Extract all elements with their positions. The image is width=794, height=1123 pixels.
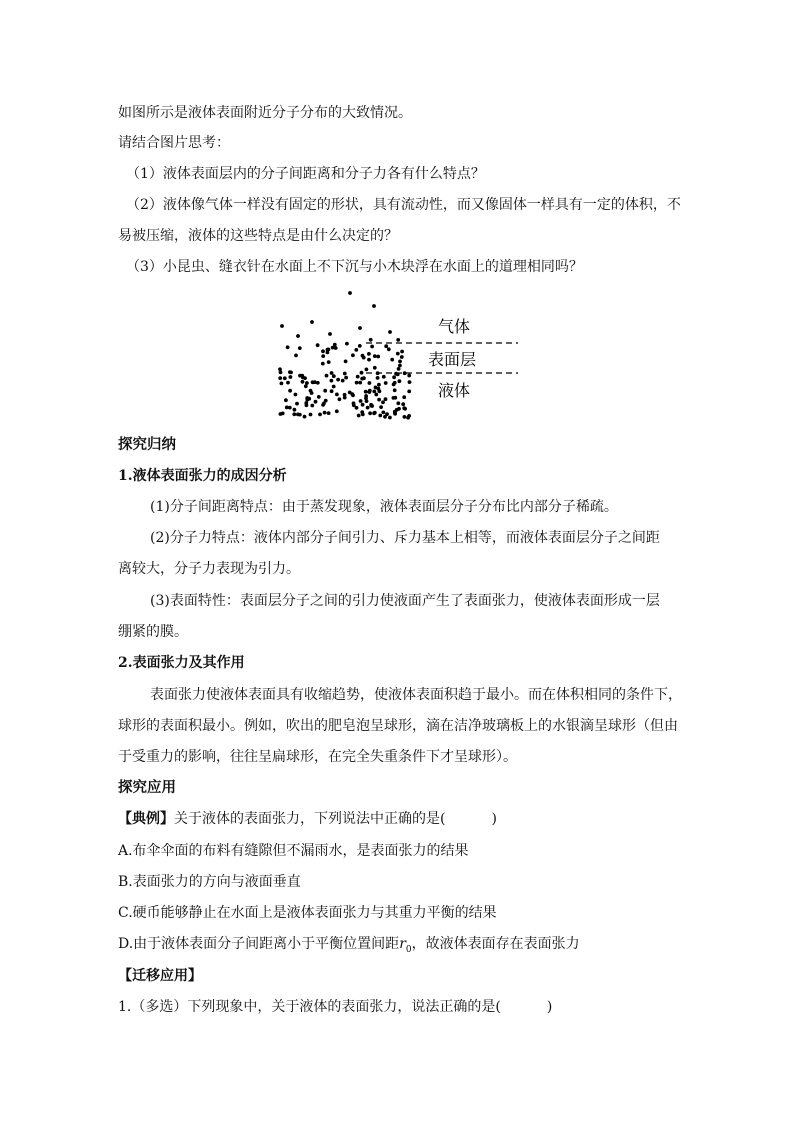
molecule-dot bbox=[330, 371, 334, 375]
molecule-dot bbox=[283, 376, 287, 380]
molecule-dot bbox=[407, 390, 411, 394]
molecule-dot bbox=[303, 415, 307, 419]
molecule-dot bbox=[330, 389, 334, 393]
molecule-dot bbox=[379, 405, 383, 409]
molecule-dot bbox=[336, 378, 340, 382]
molecule-dot bbox=[321, 349, 325, 353]
molecule-dot bbox=[294, 393, 298, 397]
molecule-dot bbox=[376, 376, 380, 380]
label-gas: 气体 bbox=[438, 317, 471, 336]
molecule-dot bbox=[396, 338, 400, 342]
molecule-dot bbox=[348, 391, 352, 395]
molecule-dot bbox=[310, 391, 314, 395]
molecule-dot bbox=[279, 370, 283, 374]
molecule-dot bbox=[298, 346, 302, 350]
molecule-dot bbox=[370, 345, 374, 349]
molecule-dot bbox=[392, 396, 396, 400]
intro-line-1: 如图所示是液体表面附近分子分布的大致情况。 bbox=[118, 105, 412, 121]
molecule-dot bbox=[396, 352, 400, 356]
molecule-dot bbox=[402, 406, 406, 410]
molecule-dot bbox=[383, 415, 387, 419]
example-text: 关于液体的表面张力，下列说法中正确的是( bbox=[174, 811, 446, 827]
molecule-dot bbox=[293, 408, 297, 412]
molecule-dot bbox=[364, 390, 368, 394]
molecule-dot bbox=[328, 332, 332, 336]
molecule-dot bbox=[365, 399, 369, 403]
paragraph-2-line-2: 离较大，分子力表现为引力。 bbox=[118, 561, 300, 577]
molecule-dots bbox=[278, 291, 411, 419]
paragraph-4-line-2: 球形的表面积最小。例如，吹出的肥皂泡呈球形，滴在洁净玻璃板上的水银滴呈球形（但由 bbox=[118, 718, 678, 734]
molecule-dot bbox=[392, 383, 396, 387]
molecule-dot bbox=[280, 324, 284, 328]
molecule-dot bbox=[281, 412, 285, 416]
molecule-dot bbox=[327, 360, 331, 364]
option-a: A.布伞伞面的布料有缝隙但不漏雨水，是表面张力的结果 bbox=[118, 843, 469, 859]
molecule-dot bbox=[359, 399, 363, 403]
molecule-dot bbox=[360, 410, 364, 414]
molecule-dot bbox=[393, 388, 397, 392]
option-b: B.表面张力的方向与液面垂直 bbox=[118, 874, 301, 890]
molecule-dot bbox=[406, 416, 410, 420]
paragraph-2-line-1: (2)分子力特点：液体内部分子间引力、斥力基本上相等，而液体表面层分子之间距 bbox=[150, 530, 660, 546]
molecule-dot bbox=[387, 347, 391, 351]
molecule-dot bbox=[358, 344, 362, 348]
transfer-question-1 bbox=[118, 998, 552, 1016]
molecule-dot bbox=[345, 342, 349, 346]
paragraph-3-line-2: 绷紧的膜。 bbox=[118, 624, 188, 640]
molecule-dot bbox=[298, 413, 302, 417]
molecule-dot bbox=[377, 383, 381, 387]
molecule-dot bbox=[398, 364, 402, 368]
molecule-dot bbox=[286, 345, 290, 349]
molecule-dot bbox=[373, 354, 377, 358]
molecule-dot bbox=[317, 395, 321, 399]
molecule-dot bbox=[378, 414, 382, 418]
molecule-dot bbox=[314, 400, 318, 404]
molecule-dot bbox=[310, 404, 314, 408]
molecule-dot bbox=[381, 400, 385, 404]
molecule-dot bbox=[368, 389, 372, 393]
molecule-dot bbox=[403, 415, 407, 419]
molecule-dot bbox=[309, 413, 313, 417]
molecule-dot bbox=[343, 372, 347, 376]
molecule-dot bbox=[311, 380, 315, 384]
molecule-dot bbox=[332, 385, 336, 389]
molecule-dot bbox=[335, 393, 339, 397]
molecule-dot bbox=[327, 411, 331, 415]
molecule-dot bbox=[407, 374, 411, 378]
molecule-dot bbox=[304, 384, 308, 388]
transfer-heading: 【迁移应用】 bbox=[118, 968, 202, 984]
paragraph-1: (1)分子间距离特点：由于蒸发现象，液体表面层分子分布比内部分子稀疏。 bbox=[150, 499, 618, 515]
molecule-dot bbox=[367, 358, 371, 362]
molecule-dot bbox=[332, 374, 336, 378]
molecule-dot bbox=[400, 350, 404, 354]
molecule-dot bbox=[367, 352, 371, 356]
paragraph-4-line-1: 表面张力使液体表面具有收缩趋势，使液体表面积趋于最小。而在体积相同的条件下， bbox=[150, 687, 682, 703]
molecule-dot bbox=[369, 404, 373, 408]
molecule-dot bbox=[331, 346, 335, 350]
molecule-dot bbox=[388, 416, 392, 420]
molecule-dot bbox=[280, 382, 284, 386]
option-d-subscript: 0 bbox=[405, 944, 412, 955]
molecule-dot bbox=[288, 406, 292, 410]
molecule-dot bbox=[292, 412, 296, 416]
molecule-dot bbox=[373, 411, 377, 415]
molecule-dot bbox=[321, 362, 325, 366]
intro-line-2: 请结合图片思考： bbox=[118, 135, 230, 151]
molecule-dot bbox=[321, 354, 325, 358]
molecule-dot bbox=[372, 390, 376, 394]
molecule-distribution-figure bbox=[270, 288, 530, 428]
section-1-title: 1.液体表面张力的成因分析 bbox=[118, 468, 287, 484]
molecule-dot bbox=[398, 379, 402, 383]
molecule-dot bbox=[356, 375, 360, 379]
transfer-question-1-close: ) bbox=[546, 999, 553, 1015]
molecule-dot bbox=[368, 381, 372, 385]
molecule-dot bbox=[296, 334, 300, 338]
option-c: C.硬币能够静止在水面上是液体表面张力与其重力平衡的结果 bbox=[118, 905, 497, 921]
molecule-dot bbox=[344, 360, 348, 364]
molecule-dot bbox=[325, 374, 329, 378]
molecule-dot bbox=[310, 320, 314, 324]
question-3: （3）小昆虫、缝衣针在水面上不下沉与小木块浮在水面上的道理相同吗？ bbox=[126, 259, 583, 275]
molecule-dot bbox=[372, 304, 376, 308]
molecule-dot bbox=[382, 375, 386, 379]
molecule-dot bbox=[307, 397, 311, 401]
molecule-dot bbox=[362, 376, 366, 380]
label-liquid: 液体 bbox=[438, 381, 471, 400]
label-surface-layer: 表面层 bbox=[428, 350, 477, 369]
paragraph-3-line-1: (3)表面特性：表面层分子之间的引力使液面产生了表面张力，使液体表面形成一层 bbox=[150, 593, 660, 609]
molecule-dot bbox=[335, 409, 339, 413]
question-1: （1）液体表面层内的分子间距离和分子力各有什么特点？ bbox=[126, 166, 485, 182]
option-d-main: D.由于液体表面分子间距离小于平衡位置间距 bbox=[118, 936, 400, 952]
molecule-dot bbox=[323, 389, 327, 393]
molecule-dot bbox=[401, 402, 405, 406]
paragraph-4-line-3: 于受重力的影响，往往呈扁球形，在完全失重条件下才呈球形）。 bbox=[118, 749, 517, 765]
molecule-dot bbox=[304, 401, 308, 405]
molecule-dot bbox=[354, 348, 358, 352]
molecule-dot bbox=[402, 395, 406, 399]
molecule-dot bbox=[377, 398, 381, 402]
question-2-line-1: （2）液体像气体一样没有固定的形状，具有流动性，而又像固体一样具有一定的体积，不 bbox=[126, 197, 681, 213]
molecule-dot bbox=[373, 366, 377, 370]
section-2-title: 2.表面张力及其作用 bbox=[118, 655, 245, 671]
molecule-dot bbox=[289, 371, 293, 375]
molecule-dot bbox=[408, 380, 412, 384]
molecule-dot bbox=[369, 338, 373, 342]
molecule-dot bbox=[323, 411, 327, 415]
molecule-dot bbox=[368, 411, 372, 415]
molecule-dot bbox=[355, 406, 359, 410]
molecule-dot bbox=[316, 343, 320, 347]
molecule-dot bbox=[351, 353, 355, 357]
molecule-dot bbox=[355, 381, 359, 385]
molecule-dot bbox=[396, 401, 400, 405]
molecule-dot bbox=[365, 368, 369, 372]
molecule-dot bbox=[377, 387, 381, 391]
example-prefix: 【典例】 bbox=[118, 811, 174, 827]
molecule-dot bbox=[341, 379, 345, 383]
molecule-dot bbox=[357, 414, 361, 418]
molecule-dot bbox=[289, 375, 293, 379]
summary-heading: 探究归纳 bbox=[118, 436, 176, 453]
molecule-dot bbox=[398, 360, 402, 364]
molecule-dot bbox=[388, 330, 392, 334]
molecule-dot bbox=[358, 326, 362, 330]
molecule-dot bbox=[397, 367, 401, 371]
molecule-dot bbox=[343, 393, 347, 397]
molecule-dot bbox=[361, 403, 365, 407]
molecule-dot bbox=[381, 411, 385, 415]
molecule-dot bbox=[344, 376, 348, 380]
option-d-tail: ，故液体表面存在表面张力 bbox=[411, 936, 580, 952]
molecule-dot bbox=[384, 344, 388, 348]
option-d-symbol: r bbox=[399, 936, 406, 952]
option-d bbox=[118, 935, 580, 959]
molecule-dot bbox=[400, 355, 404, 359]
molecule-dot bbox=[390, 358, 394, 362]
application-heading: 探究应用 bbox=[118, 779, 176, 796]
transfer-question-1-text: 1.（多选）下列现象中，关于液体的表面张力，说法正确的是( bbox=[118, 999, 501, 1015]
molecule-dot bbox=[330, 379, 334, 383]
molecule-dot bbox=[301, 376, 305, 380]
molecule-dot bbox=[392, 375, 396, 379]
molecule-dot bbox=[338, 397, 342, 401]
molecule-dot bbox=[294, 354, 298, 358]
molecule-dot bbox=[384, 381, 388, 385]
molecule-dot bbox=[278, 376, 282, 380]
molecule-dot bbox=[395, 408, 399, 412]
example-close: ) bbox=[491, 811, 497, 827]
molecule-dot bbox=[321, 403, 325, 407]
molecule-dot bbox=[288, 389, 292, 393]
question-2-line-2: 易被压缩，液体的这些特点是由什么决定的？ bbox=[118, 228, 398, 244]
molecule-dot bbox=[366, 406, 370, 410]
molecule-dot bbox=[301, 380, 305, 384]
molecule-dot bbox=[286, 381, 290, 385]
molecule-dot bbox=[361, 354, 365, 358]
molecule-dot bbox=[360, 371, 364, 375]
molecule-dot bbox=[305, 381, 309, 385]
example-question bbox=[118, 810, 497, 828]
molecule-dot bbox=[376, 355, 380, 359]
molecule-dot bbox=[295, 402, 299, 406]
molecule-dot bbox=[284, 398, 288, 402]
molecule-dot bbox=[326, 351, 330, 355]
molecule-dot bbox=[316, 381, 320, 385]
molecule-dot bbox=[348, 291, 352, 295]
molecule-dot bbox=[358, 381, 362, 385]
molecule-dot bbox=[318, 413, 322, 417]
molecule-dot bbox=[384, 397, 388, 401]
